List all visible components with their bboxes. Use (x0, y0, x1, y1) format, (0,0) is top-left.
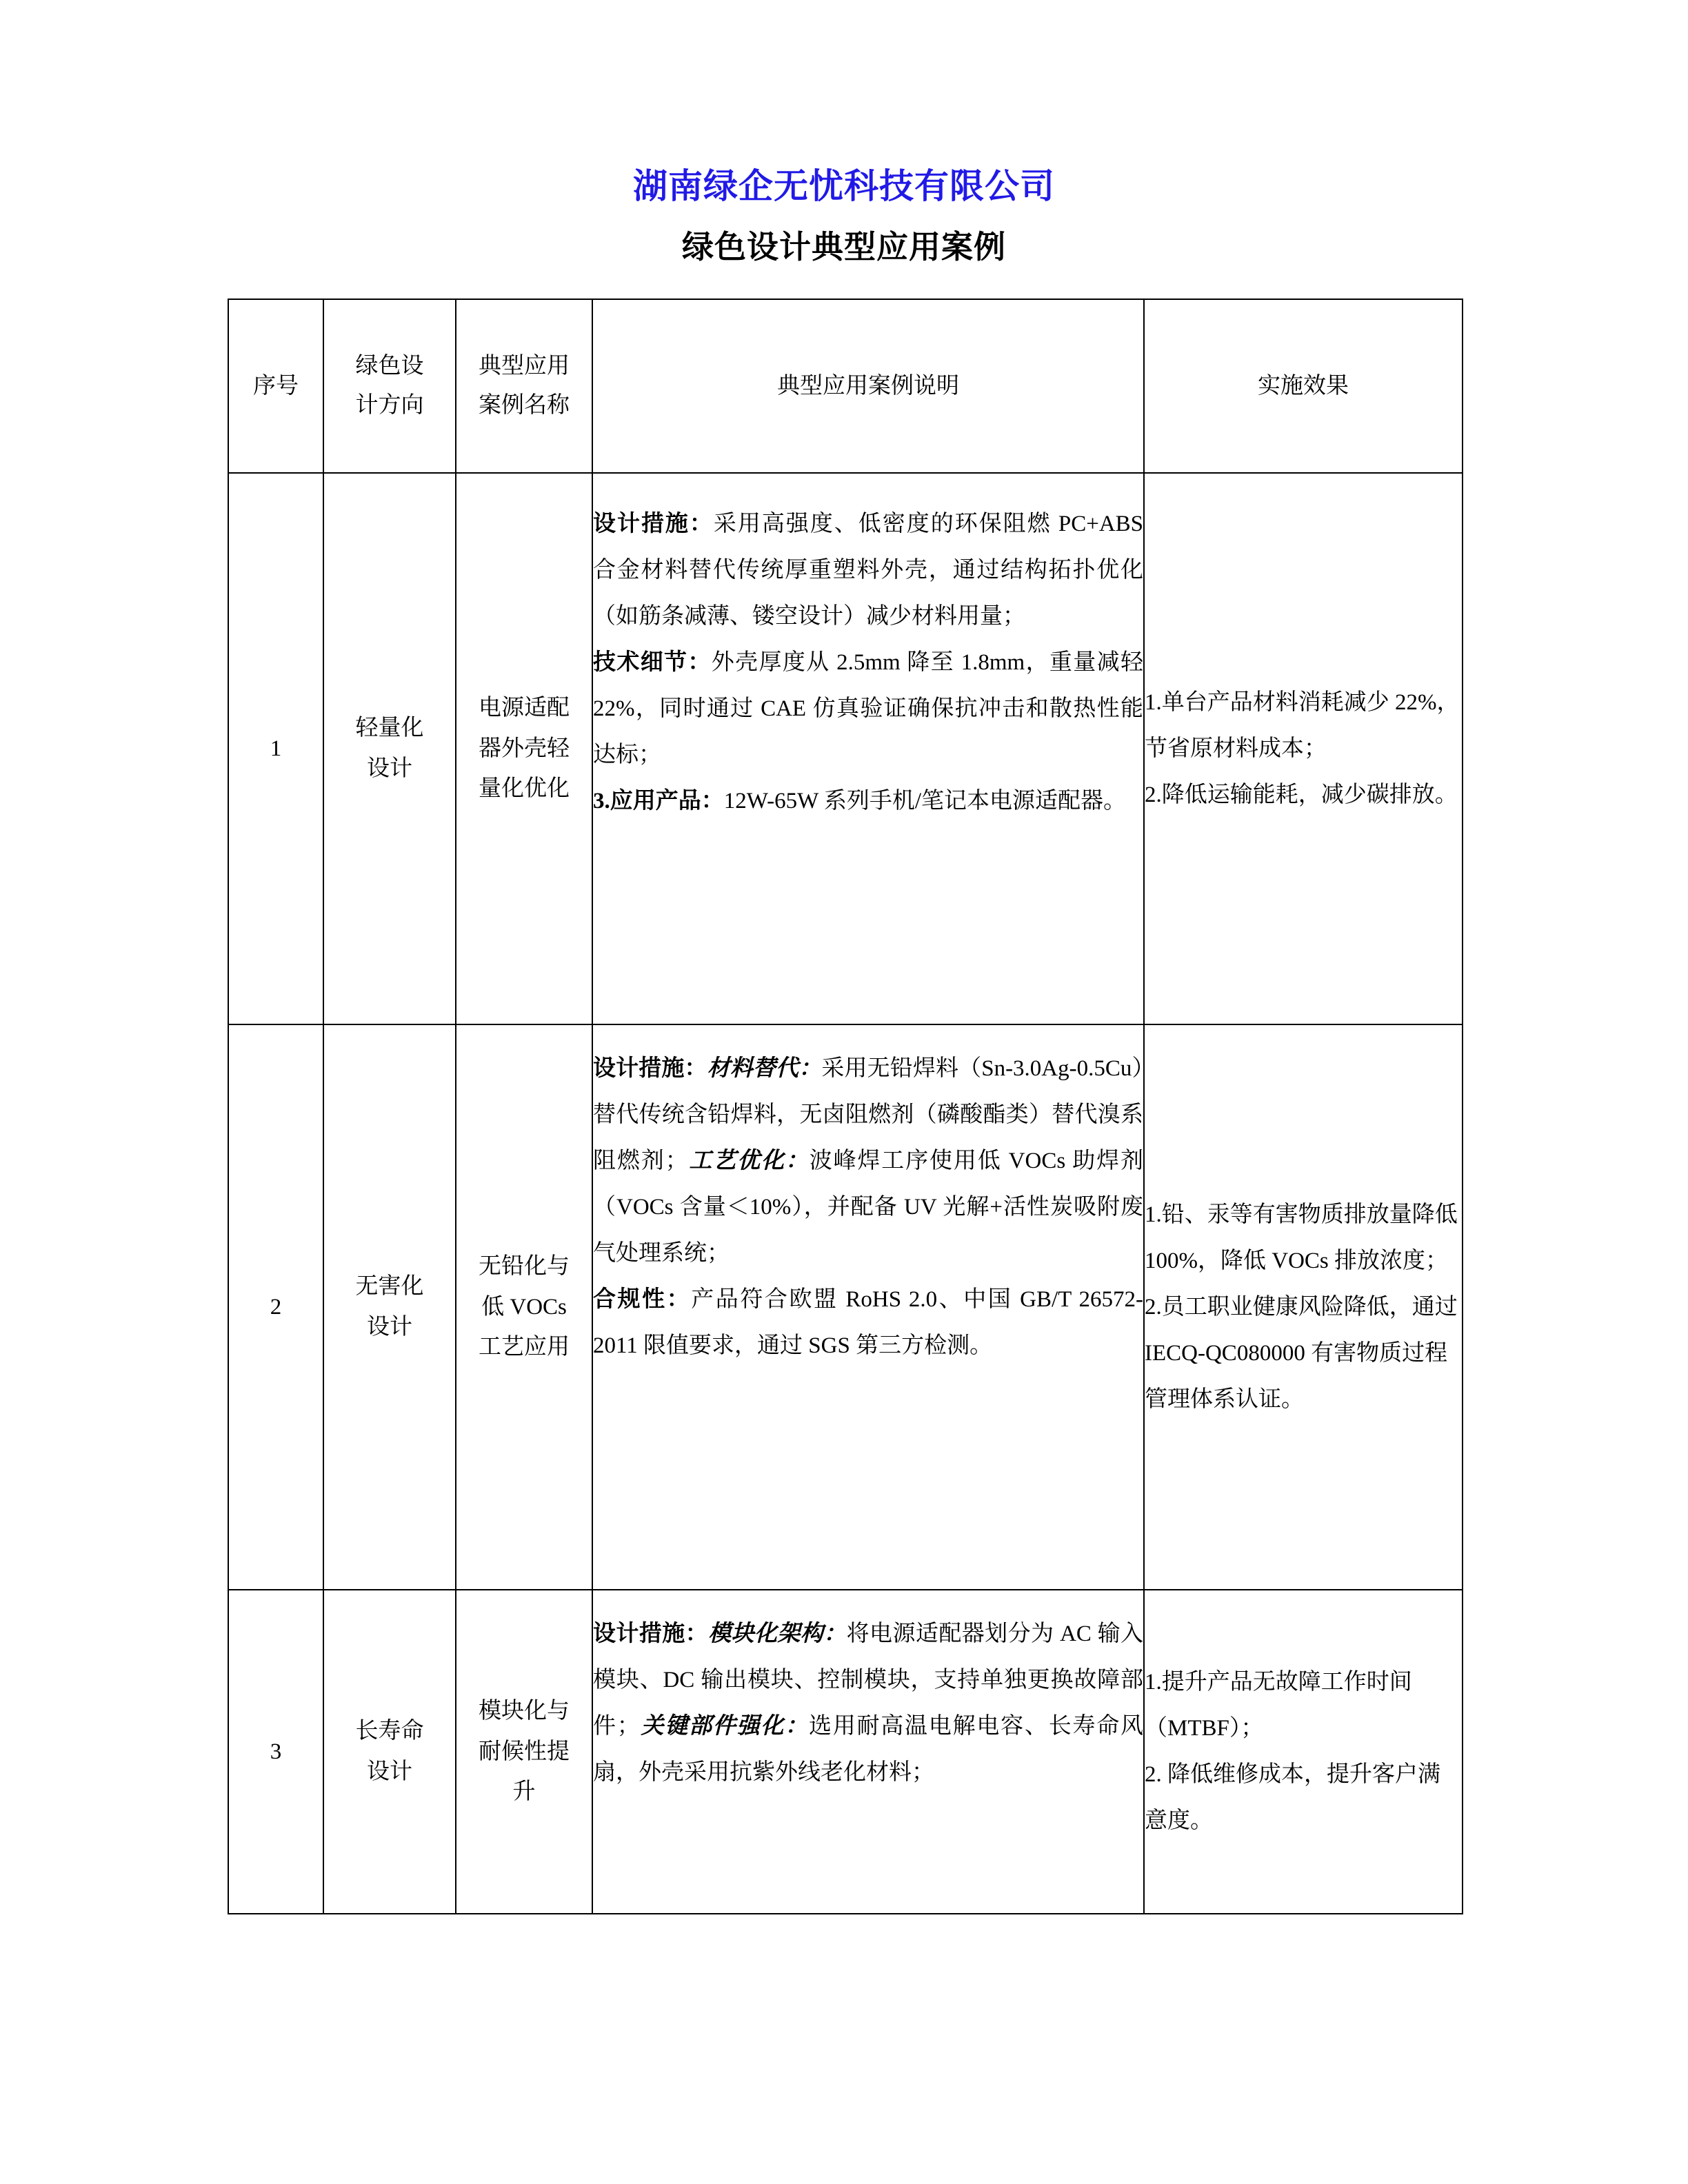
description-label: 技术细节： (593, 650, 712, 676)
cell-case-name (456, 1590, 592, 1914)
description-paragraph (593, 1046, 1143, 1277)
effect-item: 1.铅、汞等有害物质排放量降低 100%，降低 VOCs 排放浓度； (1145, 1202, 1458, 1273)
effect-item: 1.提升产品无故障工作时间（MTBF）； (1145, 1670, 1412, 1741)
cell-case-name-line3: 升 (512, 1779, 536, 1805)
column-header-description (592, 299, 1144, 473)
cell-effect (1144, 1590, 1463, 1914)
cell-case-name-line1: 电源适配 (479, 696, 570, 720)
cell-case-name-line2: 耐候性提 (479, 1739, 570, 1764)
description-paragraph (593, 778, 1143, 825)
description-label: 设计措施： (593, 512, 714, 537)
description-text: 产品符合欧盟 RoHS 2.0、中国 GB/T 26572-2011 限值要求，通过 SGS 第三方检测。 (593, 1287, 1143, 1359)
column-header-no-label: 序号 (253, 373, 299, 398)
cell-case-name-line1: 无铅化与 (479, 1254, 570, 1279)
cell-direction-line2: 设计 (367, 756, 412, 782)
cell-direction (323, 473, 456, 1024)
description-label: 3.应用产品： (593, 789, 724, 814)
description-paragraph (593, 1611, 1143, 1796)
cell-case-name-line2: 低 VOCs (481, 1294, 567, 1320)
table-header (228, 299, 1463, 473)
cell-direction-line1: 轻量化 (355, 716, 424, 741)
description-text: 12W-65W 系列手机/笔记本电源适配器。 (723, 789, 1127, 814)
cell-direction-line2: 设计 (367, 1315, 412, 1340)
table-body (228, 473, 1463, 1914)
table-row (228, 473, 1463, 1024)
table-row (228, 1590, 1463, 1914)
table-row (228, 1024, 1463, 1590)
cell-no: 3 (228, 1590, 323, 1914)
cell-direction (323, 1590, 456, 1914)
description-paragraph (593, 501, 1143, 640)
description-label: 设计措施： (593, 1621, 709, 1647)
column-header-description-label: 典型应用案例说明 (777, 373, 959, 398)
effect-item: 2.降低运输能耗，减少碳排放。 (1145, 782, 1458, 807)
document-title: 绿色设计典型应用案例 (682, 230, 1006, 265)
column-header-no (228, 299, 323, 473)
column-header-case-name-line1: 典型应用 (479, 354, 570, 379)
column-header-direction-line2: 计方向 (355, 393, 424, 418)
cell-direction-line1: 长寿命 (355, 1719, 424, 1744)
cell-case-name-line3: 量化优化 (479, 776, 570, 802)
column-header-direction (323, 299, 456, 473)
description-text: 采用无铅焊料（Sn-3.0Ag-0.5Cu）替代传统含铅焊料，无卤阻燃剂（磷酸酯类）替代溴系阻燃剂； (593, 1056, 1144, 1174)
cell-case-name (456, 473, 592, 1024)
column-header-effect-label: 实施效果 (1258, 373, 1349, 398)
description-text: 采用高强度、低密度的环保阻燃 PC+ABS 合金材料替代传统厚重塑料外壳，通过结构拓扑优化（如筋条减薄、镂空设计）减少材料用量； (593, 512, 1144, 629)
column-header-case-name (456, 299, 592, 473)
effect-item: 2. 降低维修成本，提升客户满意度。 (1145, 1762, 1440, 1834)
cell-direction (323, 1024, 456, 1590)
effect-item: 1.单台产品材料消耗减少 22%，节省原材料成本； (1145, 689, 1460, 761)
cell-effect (1144, 473, 1463, 1024)
cell-direction-line2: 设计 (367, 1759, 412, 1785)
description-paragraph (593, 1277, 1143, 1369)
description-subheading: 模块化架构： (708, 1621, 847, 1647)
description-paragraph (593, 640, 1143, 778)
cell-description (592, 1024, 1144, 1590)
description-text: 波峰焊工序使用低 VOCs 助焊剂（VOCs 含量＜10%），并配备 UV 光解+活性炭吸附废气处理系统； (593, 1149, 1144, 1266)
cell-case-name-line3: 工艺应用 (479, 1335, 570, 1360)
column-header-direction-line1: 绿色设 (355, 354, 424, 379)
description-label: 合规性： (593, 1287, 692, 1313)
cell-case-name-line1: 模块化与 (479, 1699, 570, 1723)
company-title: 湖南绿企无忧科技有限公司 (633, 167, 1055, 205)
description-text: 将电源适配器划分为 AC 输入模块、DC 输出模块、控制模块，支持单独更换故障部件； (593, 1621, 1144, 1739)
description-text: 外壳厚度从 2.5mm 降至 1.8mm，重量减轻 22%，同时通过 CAE 仿真验证确保抗冲击和散热性能达标； (593, 650, 1143, 768)
description-text: 选用耐高温电解电容、长寿命风扇，外壳采用抗紫外线老化材料； (593, 1714, 1144, 1786)
cell-case-name (456, 1024, 592, 1590)
column-header-case-name-line2: 案例名称 (479, 393, 570, 418)
table-header-row (228, 299, 1463, 473)
cell-no: 1 (228, 473, 323, 1024)
effect-item: 2.员工职业健康风险降低，通过 IECQ-QC080000 有害物质过程管理体系认证。 (1145, 1294, 1458, 1412)
cell-description (592, 1590, 1144, 1914)
description-subheading: 材料替代： (707, 1056, 822, 1082)
cell-direction-line1: 无害化 (355, 1274, 424, 1300)
column-header-effect (1144, 299, 1463, 473)
cell-no: 2 (228, 1024, 323, 1590)
cell-effect (1144, 1024, 1463, 1590)
green-design-cases-table (228, 299, 1463, 1914)
cell-description (592, 473, 1144, 1024)
cell-case-name-line2: 器外壳轻 (479, 736, 570, 761)
description-subheading: 工艺优化： (687, 1149, 810, 1174)
description-label: 设计措施： (593, 1056, 707, 1082)
description-subheading: 关键部件强化： (639, 1714, 809, 1739)
